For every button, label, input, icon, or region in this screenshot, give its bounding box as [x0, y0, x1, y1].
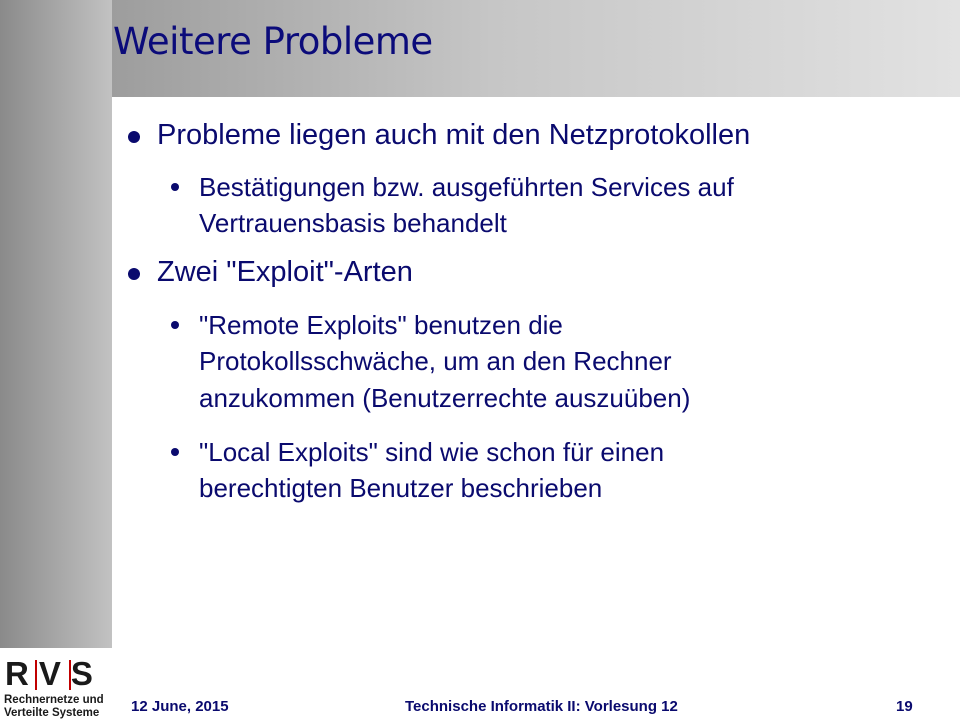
logo-letters	[5, 656, 93, 692]
sub-bullet-line: Protokollsschwäche, um an den Rechner	[199, 346, 672, 376]
footer-page-number: 19	[896, 698, 913, 715]
sub-bullet-icon	[171, 321, 179, 329]
sub-bullet-line: berechtigten Benutzer beschrieben	[199, 473, 603, 503]
sub-bullet-icon	[171, 448, 179, 456]
logo-text-line1: Rechnernetze und	[4, 694, 104, 706]
logo-letter-s: S	[70, 655, 93, 692]
sub-bullet-line: "Remote Exploits" benutzen die	[199, 310, 563, 340]
footer-course: Technische Informatik II: Vorlesung 12	[405, 698, 678, 715]
bullet-level1-text: Zwei "Exploit"-Arten	[157, 256, 413, 288]
sub-bullet-line: Bestätigungen bzw. ausgeführten Services auf	[199, 172, 734, 202]
bullet-icon	[128, 131, 140, 143]
sub-bullet-line: "Local Exploits" sind wie schon für einen	[199, 437, 665, 467]
logo-letter-v: V	[38, 655, 61, 692]
logo-letter-r: R	[5, 655, 29, 692]
logo-text-line2: Verteilte Systeme	[4, 707, 100, 719]
sub-bullet-line: Vertrauensbasis behandelt	[199, 208, 507, 238]
sub-bullet-icon	[171, 183, 179, 191]
bullet-icon	[128, 268, 140, 280]
slide-title: Weitere Probleme	[113, 20, 433, 63]
bullet-level1-text: Probleme liegen auch mit den Netzprotokollen	[157, 119, 751, 151]
logo-divider	[35, 660, 37, 690]
sub-bullet-line: anzukommen (Benutzerrechte auszuüben)	[199, 383, 691, 413]
logo-divider	[69, 660, 71, 690]
footer-date: 12 June, 2015	[131, 698, 229, 715]
rvs-logo	[0, 656, 112, 720]
